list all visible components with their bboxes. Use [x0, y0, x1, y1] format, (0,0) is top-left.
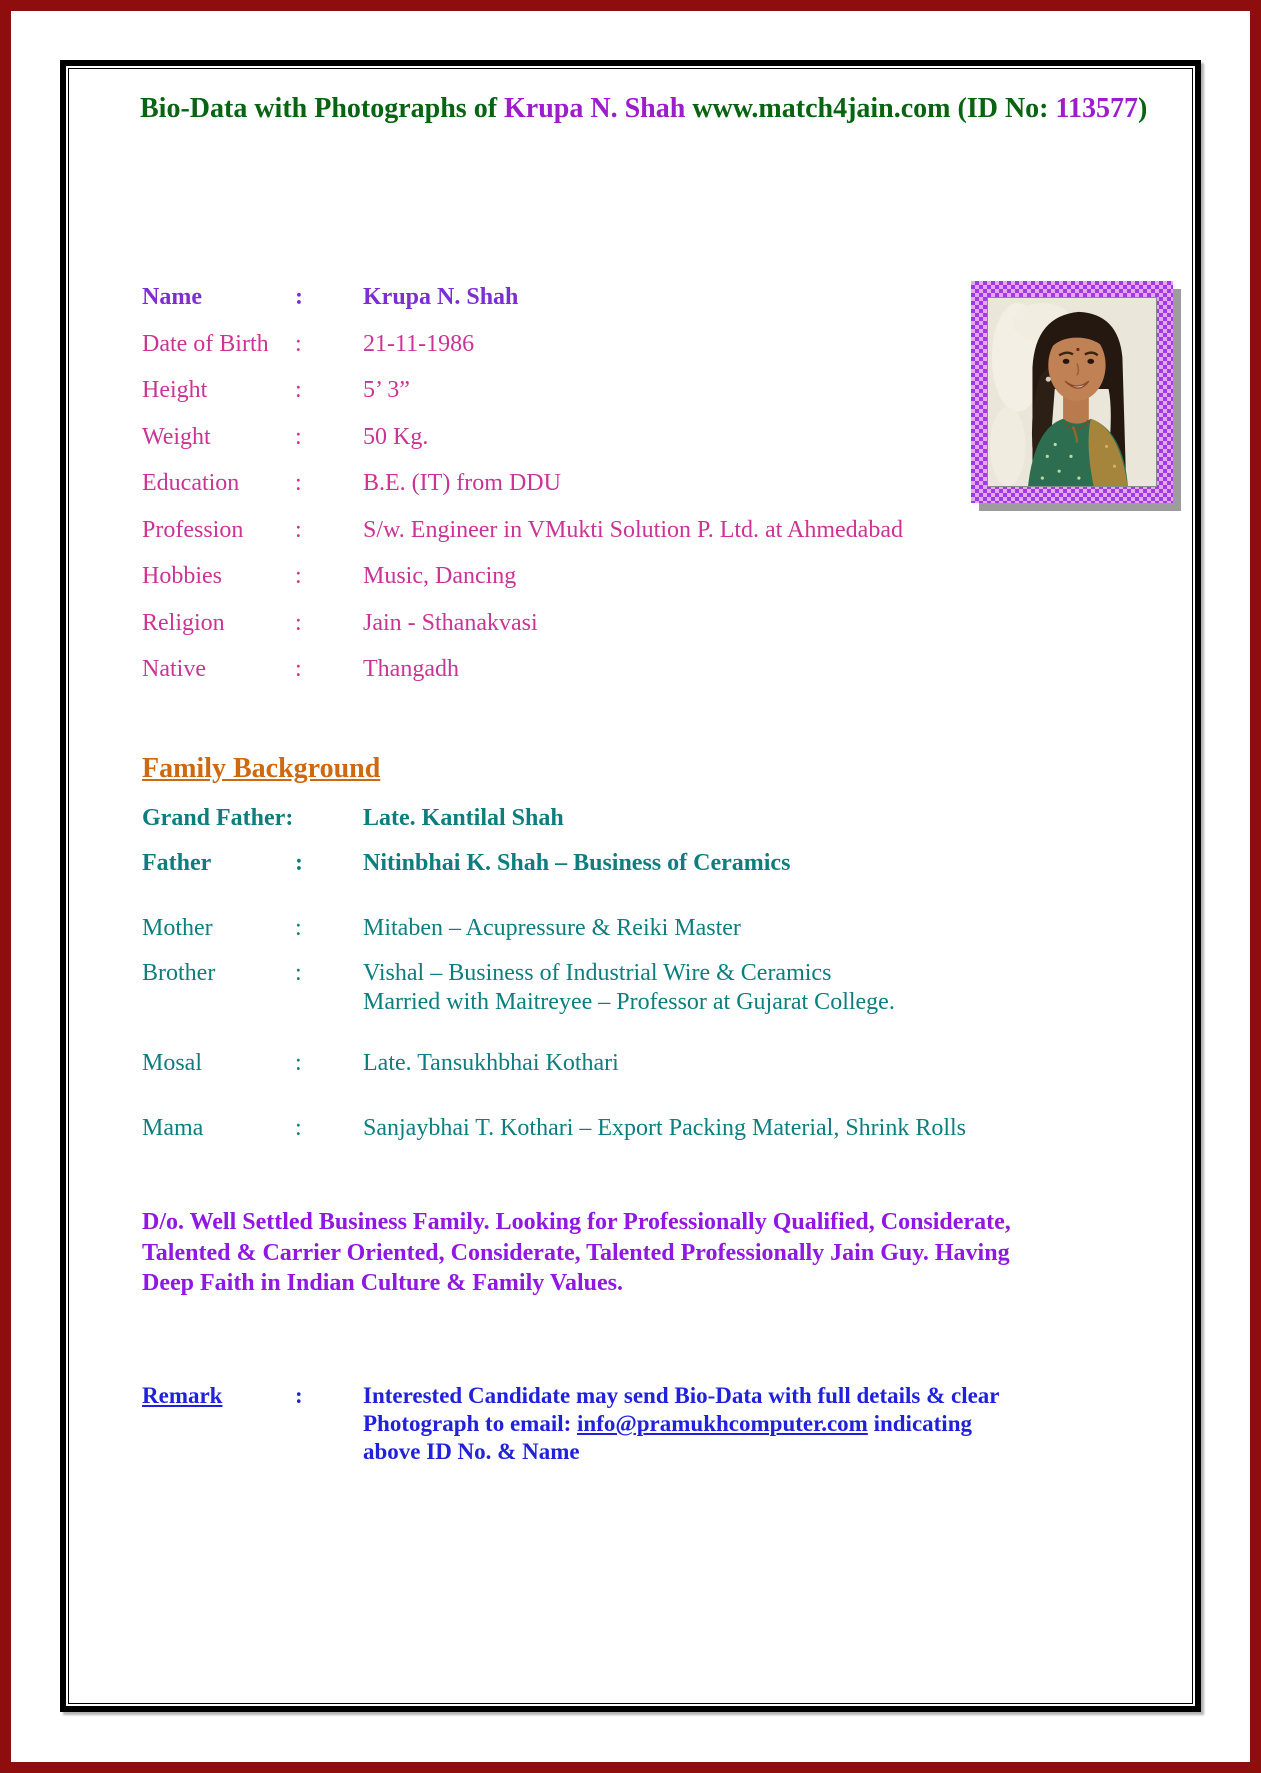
remark-row: [142, 1382, 1023, 1466]
family-colon: :: [295, 850, 303, 876]
detail-label-height: Height: [142, 377, 208, 403]
detail-label-native: Native: [142, 656, 206, 682]
family-row-mama: [142, 1114, 1122, 1159]
portrait-image: [988, 298, 1156, 486]
title-segment: ): [1137, 93, 1148, 124]
candidate-photo: [987, 297, 1157, 487]
detail-colon: :: [295, 470, 302, 496]
family-value: Sanjaybhai T. Kothari – Export Packing Material, Shrink Rolls: [363, 1115, 967, 1141]
detail-colon: :: [295, 609, 302, 636]
detail-value-education: B.E. (IT) from DDU: [363, 470, 561, 496]
family-value-line2: Married with Maitreyee – Professor at Gujarat College.: [363, 989, 895, 1015]
family-row-brother: [142, 959, 1122, 1017]
detail-colon: :: [295, 284, 303, 310]
detail-colon: :: [295, 377, 302, 403]
family-row-mosal: [142, 1049, 1122, 1094]
detail-label-weight: Weight: [142, 423, 211, 450]
family-background-heading: Family Background: [142, 753, 381, 784]
detail-colon: :: [295, 423, 302, 450]
detail-label-name: Name: [142, 284, 202, 310]
family-row-father: [142, 849, 1122, 894]
title-segment: Bio-Data with Photographs of: [140, 93, 505, 124]
remark-text-before: Interested Candidate may send Bio-Data with full details & clear Photograph to email:: [363, 1383, 1000, 1436]
family-value: Late. Tansukhbhai Kothari: [363, 1050, 619, 1076]
family-value: [363, 959, 1123, 1017]
page-title: [140, 92, 1148, 126]
family-colon: :: [295, 915, 302, 941]
detail-value-weight: 50 Kg.: [363, 423, 429, 450]
detail-colon: :: [295, 656, 302, 682]
title-candidate-name: Krupa N. Shah: [504, 93, 686, 124]
family-colon: [295, 804, 363, 849]
detail-value-dob: 21-11-1986: [363, 330, 475, 357]
detail-value-hobbies: Music, Dancing: [363, 563, 517, 589]
detail-label-hobbies: Hobbies: [142, 563, 222, 589]
family-label: Mosal: [142, 1050, 202, 1076]
family-value: Late. Kantilal Shah: [363, 805, 564, 831]
family-value: Mitaben – Acupressure & Reiki Master: [363, 915, 741, 941]
title-id-number: 113577: [1055, 93, 1138, 124]
email-link[interactable]: info@pramukhcomputer.com: [577, 1411, 868, 1436]
family-label: Grand Father:: [142, 805, 294, 831]
family-value: Nitinbhai K. Shah – Business of Ceramics: [363, 850, 791, 876]
family-colon: :: [295, 1115, 302, 1141]
candidate-photo-frame: [971, 281, 1173, 503]
detail-value-profession: S/w. Engineer in VMukti Solution P. Ltd. at Ahmedabad: [363, 516, 903, 543]
detail-value-height: 5’ 3”: [363, 377, 410, 403]
family-table: [142, 804, 1122, 1159]
detail-colon: :: [295, 330, 302, 357]
family-row-mother: [142, 914, 1122, 959]
family-colon: :: [295, 960, 302, 986]
family-label: Mother: [142, 915, 213, 941]
title-segment: www.match4jain.com (ID No:: [685, 93, 1056, 124]
detail-label-profession: Profession: [142, 516, 244, 543]
detail-colon: :: [295, 563, 302, 589]
detail-label-dob: Date of Birth: [142, 330, 269, 357]
detail-colon: :: [295, 516, 302, 543]
detail-label-education: Education: [142, 470, 240, 496]
remark-label: Remark: [142, 1383, 223, 1408]
detail-value-religion: Jain - Sthanakvasi: [363, 609, 538, 636]
summary-paragraph: D/o. Well Settled Business Family. Looking for Professionally Qualified, Considerate, Talented & Carrier Oriented, Considerate, Talented Professionally Jain Guy. Having Deep Faith in Indian Culture & Family Values.: [142, 1209, 1011, 1296]
family-value-line1: Vishal – Business of Industrial Wire & Ceramics: [363, 960, 832, 986]
remark-value: [363, 1382, 1023, 1466]
family-label: Father: [142, 850, 212, 876]
detail-value-native: Thangadh: [363, 656, 459, 682]
family-row-grandfather: [142, 804, 1122, 849]
detail-value-name: Krupa N. Shah: [363, 284, 519, 310]
family-colon: :: [295, 1050, 302, 1076]
family-label: Brother: [142, 960, 216, 986]
remark-text-after: indicating above ID No. & Name: [363, 1411, 972, 1464]
remark-colon: :: [295, 1383, 303, 1408]
detail-label-religion: Religion: [142, 609, 225, 636]
family-label: Mama: [142, 1115, 204, 1141]
